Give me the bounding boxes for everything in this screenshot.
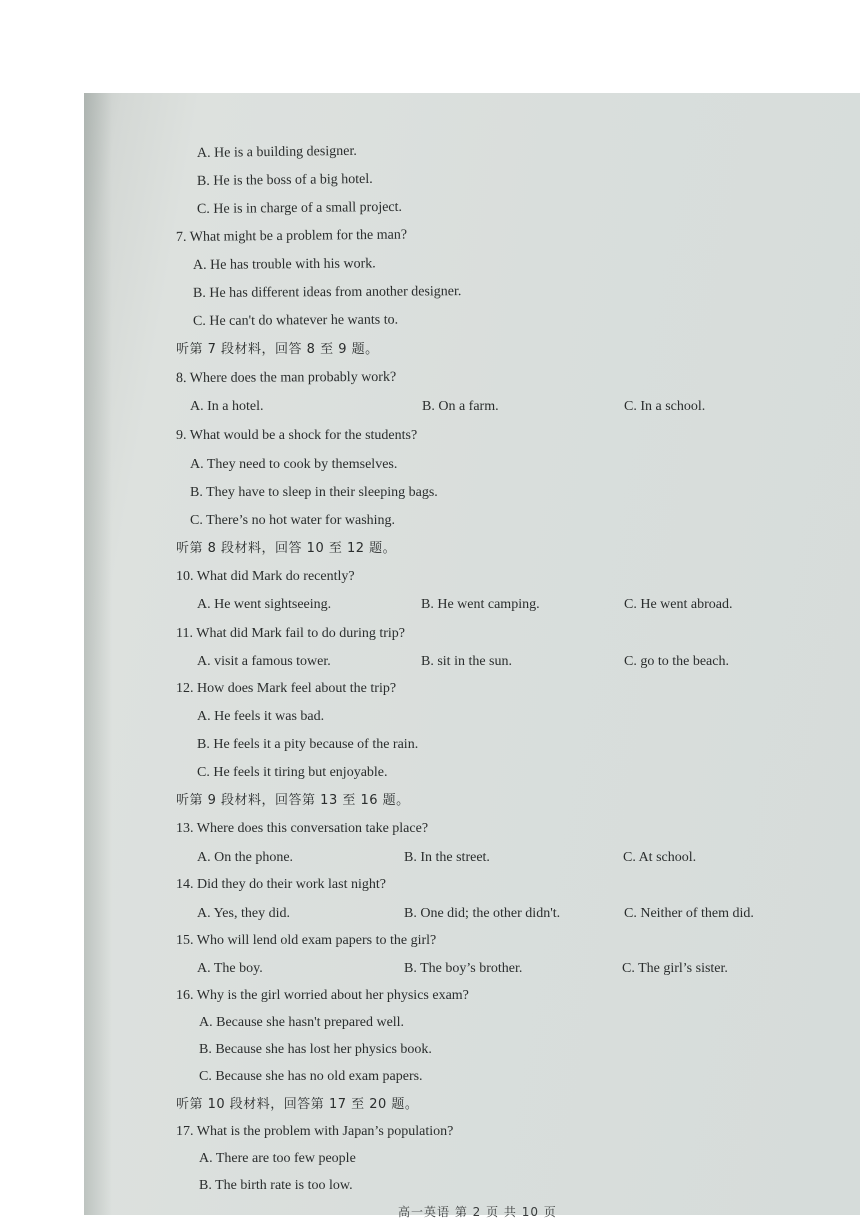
q16-option-c: C. Because she has no old exam papers.: [199, 1069, 423, 1084]
q8-option-c: C. In a school.: [624, 399, 706, 414]
q10-option-c: C. He went abroad.: [624, 597, 733, 612]
q9-option-a: A. They need to cook by themselves.: [190, 457, 398, 472]
q14-option-c: C. Neither of them did.: [624, 906, 754, 921]
q8-option-b: B. On a farm.: [422, 399, 499, 414]
q10-option-b: B. He went camping.: [421, 597, 540, 612]
question-7: 7. What might be a problem for the man?: [175, 227, 408, 245]
q7-option-b: B. He has different ideas from another designer.: [192, 284, 462, 301]
page-footer: 高一英语 第 2 页 共 10 页: [398, 1205, 557, 1219]
q12-option-c: C. He feels it tiring but enjoyable.: [197, 765, 388, 780]
question-14: 14. Did they do their work last night?: [176, 877, 386, 892]
q13-option-b: B. In the street.: [404, 850, 490, 865]
question-9: 9. What would be a shock for the students?: [176, 428, 418, 443]
question-16: 16. Why is the girl worried about her physics exam?: [176, 988, 469, 1003]
question-15: 15. Who will lend old exam papers to the girl?: [176, 933, 437, 948]
question-12: 12. How does Mark feel about the trip?: [176, 681, 397, 696]
q7-option-c: C. He can't do whatever he wants to.: [192, 312, 399, 329]
q10-option-a: A. He went sightseeing.: [197, 597, 332, 612]
q15-option-a: A. The boy.: [197, 961, 263, 976]
q8-option-a: A. In a hotel.: [190, 399, 264, 414]
section-9-instruction: 听第 9 段材料，回答第 13 至 16 题。: [176, 793, 410, 808]
q17-option-b: B. The birth rate is too low.: [199, 1178, 353, 1193]
question-11: 11. What did Mark fail to do during trip?: [176, 626, 406, 641]
q14-option-b: B. One did; the other didn't.: [404, 906, 561, 921]
q13-option-a: A. On the phone.: [197, 850, 294, 865]
q11-option-b: B. sit in the sun.: [421, 654, 513, 669]
q7-option-a: A. He has trouble with his work.: [192, 256, 376, 273]
q6-option-c: C. He is in charge of a small project.: [196, 199, 403, 217]
q6-option-a: A. He is a building designer.: [196, 143, 357, 161]
question-13: 13. Where does this conversation take place?: [176, 821, 429, 836]
q15-option-b: B. The boy’s brother.: [404, 961, 523, 976]
q16-option-b: B. Because she has lost her physics book.: [199, 1042, 432, 1057]
q15-option-c: C. The girl’s sister.: [622, 961, 728, 976]
q9-option-c: C. There’s no hot water for washing.: [190, 513, 396, 528]
q9-option-b: B. They have to sleep in their sleeping bags.: [190, 485, 438, 500]
section-10-instruction: 听第 10 段材料，回答第 17 至 20 题。: [176, 1097, 419, 1112]
q12-option-a: A. He feels it was bad.: [197, 709, 325, 724]
section-8-instruction: 听第 8 段材料，回答 10 至 12 题。: [176, 541, 397, 556]
q16-option-a: A. Because she hasn't prepared well.: [199, 1015, 405, 1030]
q13-option-c: C. At school.: [623, 850, 697, 865]
question-17: 17. What is the problem with Japan’s population?: [176, 1124, 454, 1139]
question-10: 10. What did Mark do recently?: [176, 569, 355, 584]
q6-option-b: B. He is the boss of a big hotel.: [196, 171, 373, 189]
q14-option-a: A. Yes, they did.: [197, 906, 290, 921]
q12-option-b: B. He feels it a pity because of the rain.: [197, 737, 419, 752]
q11-option-c: C. go to the beach.: [624, 654, 729, 669]
question-8: 8. Where does the man probably work?: [175, 369, 397, 386]
q11-option-a: A. visit a famous tower.: [197, 654, 331, 669]
q17-option-a: A. There are too few people: [199, 1151, 356, 1166]
section-7-instruction: 听第 7 段材料，回答 8 至 9 题。: [176, 342, 379, 357]
